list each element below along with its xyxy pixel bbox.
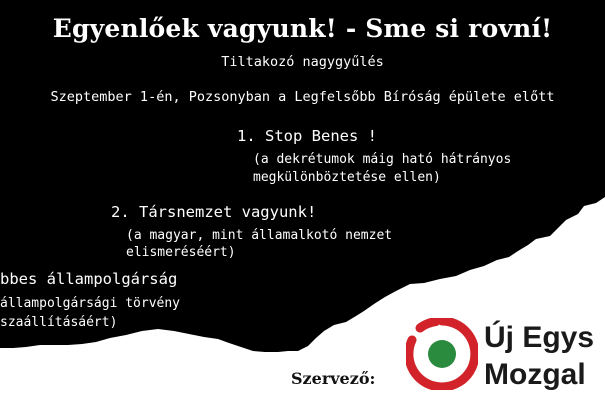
logo-text-line-1: Új Egys — [484, 321, 595, 354]
poster-subtitle: Tiltakozó nagygyűlés — [221, 54, 384, 70]
point-3-detail-line-2: szaállításáért) — [0, 315, 118, 330]
point-2-detail-line-2: elismeréséért) — [126, 245, 236, 260]
point-3-heading: bbes állampolgárság — [0, 270, 178, 288]
poster-title: Egyenlőek vagyunk! - Sme si rovní! — [52, 14, 553, 43]
event-venue: Szeptember 1-én, Pozsonyban a Legfelsőbb Bíróság épülete előtt — [50, 89, 555, 105]
uj-egyseg-logo-icon — [406, 318, 478, 390]
point-1-heading: 1. Stop Benes ! — [237, 127, 377, 145]
point-2-detail-line-1: (a magyar, mint államalkotó nemzet — [126, 228, 393, 243]
point-3-detail-line-1: állampolgársági törvény — [0, 296, 181, 311]
organizer-label: Szervező: — [291, 369, 376, 388]
point-1-detail-line-2: megkülönböztetése ellen) — [253, 170, 441, 185]
logo-text-line-2: Mozgal — [484, 358, 586, 391]
point-2-heading: 2. Társnemzet vagyunk! — [111, 203, 317, 221]
point-1-detail-line-1: (a dekrétumok máig ható hátrányos — [253, 152, 512, 167]
